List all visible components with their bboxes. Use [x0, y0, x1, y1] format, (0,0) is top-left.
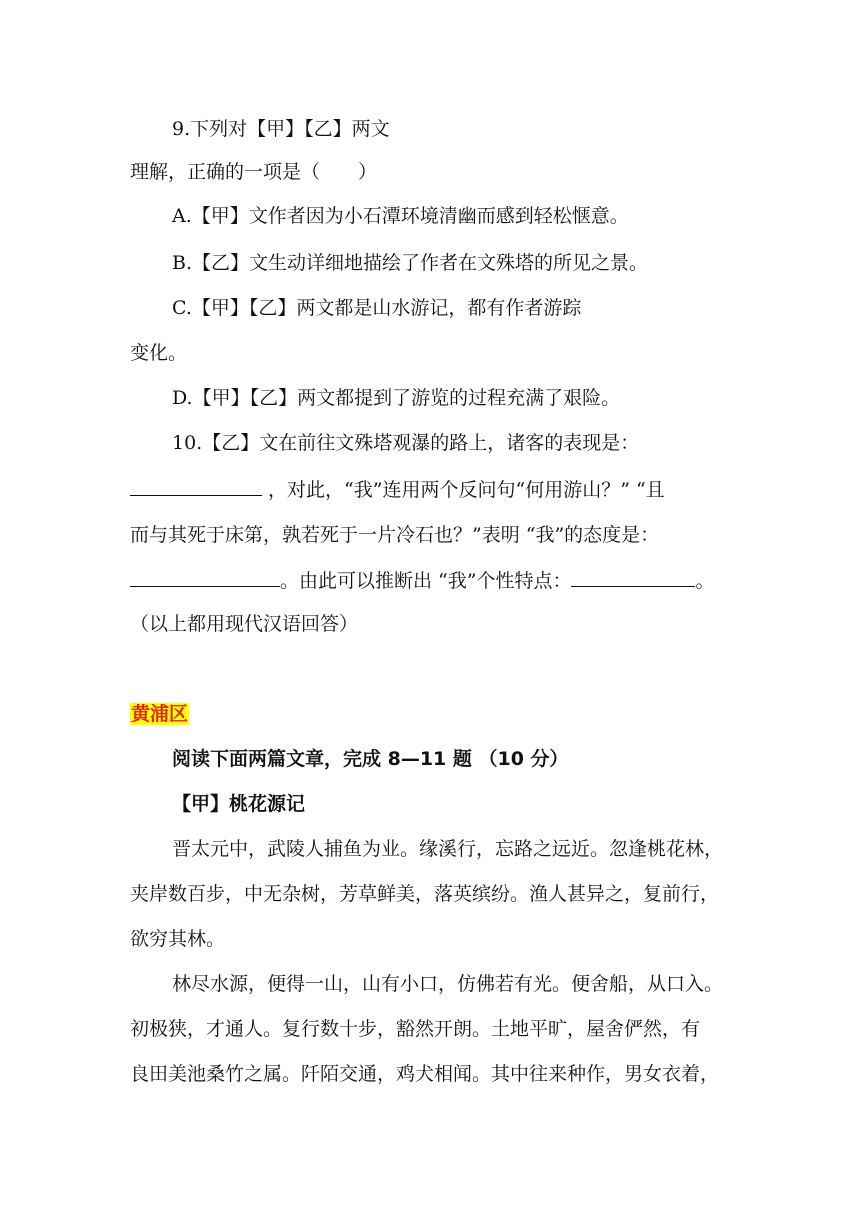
section-instruction: 阅读下面两篇文章，完成 8—11 题 （10 分） [172, 748, 569, 770]
q10-stem-line1: 10.【乙】文在前往文殊塔观瀑的路上，诸客的表现是： [172, 432, 640, 454]
q9-option-c-line2: 变化。 [130, 342, 188, 364]
q9-option-d: D.【甲】【乙】两文都提到了游览的过程充满了艰险。 [172, 387, 621, 409]
answer-blank-2[interactable] [130, 568, 280, 587]
answer-blank-1[interactable] [130, 477, 262, 496]
q9-stem-line1: 9.下列对【甲】【乙】两文 [172, 118, 390, 140]
passage-p2-line3: 良田美池桑竹之属。阡陌交通，鸡犬相闻。其中往来种作，男女衣着， [130, 1063, 720, 1085]
district-highlight: 黄浦区 [131, 703, 189, 725]
district-label [130, 702, 189, 726]
q10-line4-end: 。 [695, 570, 715, 592]
q10-note: （以上都用现代汉语回答） [130, 613, 359, 635]
passage-p1-line2: 夹岸数百步，中无杂树，芳草鲜美，落英缤纷。渔人甚异之，复前行， [130, 883, 720, 905]
q9-option-c-line1: C.【甲】【乙】两文都是山水游记，都有作者游踪 [172, 297, 582, 319]
passage-p2-line2: 初极狭，才通人。复行数十步，豁然开朗。土地平旷，屋舍俨然，有 [130, 1018, 701, 1040]
q10-line4-text: 。由此可以推断出 “我”个性特点： [280, 570, 572, 592]
answer-blank-3[interactable] [571, 568, 695, 587]
q10-line2-text: ，对此，“我”连用两个反问句“何用游山？” “且 [268, 479, 665, 501]
q9-stem-line2: 理解，正确的一项是（ ） [130, 161, 378, 183]
passage-p2-line1: 林尽水源，便得一山，山有小口，仿佛若有光。便舍船，从口入。 [172, 973, 724, 995]
q10-stem-line2 [130, 477, 665, 502]
passage-p1-line3: 欲穷其林。 [130, 928, 226, 950]
article-title: 【甲】桃花源记 [172, 793, 306, 815]
passage-p1-line1: 晋太元中，武陵人捕鱼为业。缘溪行，忘路之远近。忽逢桃花林， [172, 838, 724, 860]
q9-option-b: B.【乙】文生动详细地描绘了作者在文殊塔的所见之景。 [172, 252, 649, 274]
q10-stem-line4 [130, 568, 714, 593]
q10-stem-line3: 而与其死于床第，孰若死于一片冷石也？”表明 “我”的态度是： [130, 524, 660, 546]
q9-option-a: A.【甲】文作者因为小石潭环境清幽而感到轻松惬意。 [172, 205, 629, 227]
